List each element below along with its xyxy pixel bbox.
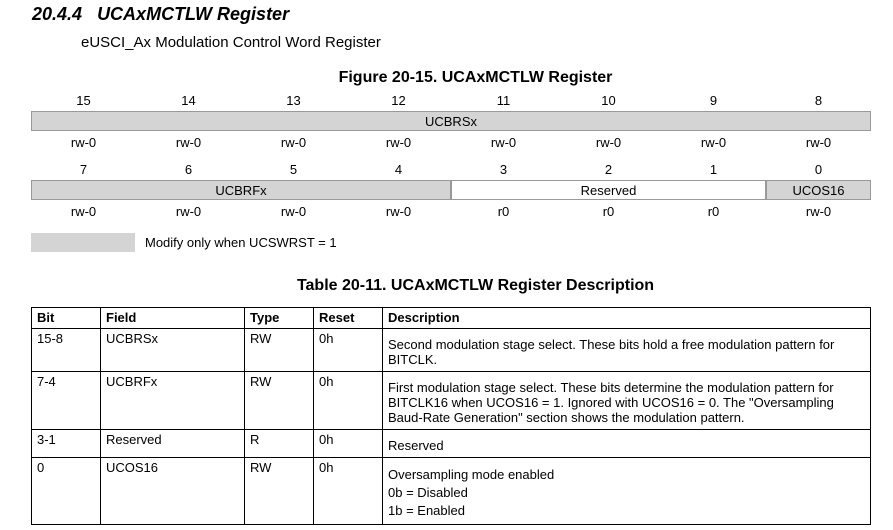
bit-number: 1 — [709, 162, 718, 177]
bit-number: 8 — [814, 93, 823, 108]
table-row — [32, 430, 871, 458]
cell-reset: 0h — [314, 458, 383, 525]
cell-type: RW — [245, 329, 314, 372]
register-subtitle: eUSCI_Ax Modulation Control Word Register — [81, 34, 381, 51]
register-field-ucos16: UCOS16 — [766, 180, 871, 200]
header-bit: Bit — [32, 308, 101, 329]
header-description: Description — [383, 308, 871, 329]
low-byte-bit-numbers — [31, 162, 871, 178]
description-line: Second modulation stage select. These bits hold a free modulation pattern for — [388, 337, 835, 352]
bit-access: rw-0 — [805, 135, 832, 150]
register-field-reserved: Reserved — [451, 180, 766, 200]
cell-description — [383, 430, 871, 458]
bit-number: 11 — [496, 93, 511, 108]
bit-number: 15 — [76, 93, 91, 108]
bit-access: r0 — [602, 204, 615, 219]
cell-field: Reserved — [101, 430, 245, 458]
bit-number: 2 — [604, 162, 613, 177]
bit-number: 0 — [814, 162, 823, 177]
cell-bit: 0 — [32, 458, 101, 525]
description-line: BITCLK16 when UCOS16 = 1. Ignored with UCOS16 = 0. The "Oversampling — [388, 395, 834, 410]
cell-reset: 0h — [314, 372, 383, 430]
section-name: UCAxMCTLW Register — [97, 4, 290, 24]
cell-description — [383, 329, 871, 372]
legend-swatch — [31, 233, 135, 252]
bit-access: rw-0 — [385, 135, 412, 150]
bit-access: r0 — [707, 204, 720, 219]
bit-number: 7 — [79, 162, 88, 177]
header-field: Field — [101, 308, 245, 329]
bit-number: 5 — [289, 162, 298, 177]
description-line: First modulation stage select. These bits determine the modulation pattern for — [388, 380, 834, 395]
cell-type: R — [245, 430, 314, 458]
low-byte-fields — [31, 180, 871, 200]
low-byte-access — [31, 204, 871, 220]
header-type: Type — [245, 308, 314, 329]
table-row — [32, 458, 871, 525]
section-number: 20.4.4 — [32, 4, 83, 24]
bit-access: rw-0 — [385, 204, 412, 219]
bit-number: 4 — [394, 162, 403, 177]
bit-number: 14 — [181, 93, 196, 108]
bit-number: 10 — [601, 93, 616, 108]
cell-field: UCBRSx — [101, 329, 245, 372]
table-row — [32, 329, 871, 372]
bit-access: rw-0 — [175, 135, 202, 150]
figure-caption: Figure 20-15. UCAxMCTLW Register — [338, 69, 613, 86]
register-field-ucbrfx: UCBRFx — [31, 180, 451, 200]
description-option: 0b = Disabled — [388, 485, 468, 500]
cell-description — [383, 372, 871, 430]
table-row — [32, 372, 871, 430]
register-description-table — [31, 307, 871, 525]
bit-access: rw-0 — [280, 204, 307, 219]
cell-description — [383, 458, 871, 525]
bit-access: rw-0 — [175, 204, 202, 219]
bit-access: rw-0 — [490, 135, 517, 150]
description-line: Reserved — [388, 438, 444, 453]
table-caption: Table 20-11. UCAxMCTLW Register Description — [296, 277, 655, 294]
cell-bit: 15-8 — [32, 329, 101, 372]
bit-number: 13 — [286, 93, 301, 108]
legend-text: Modify only when UCSWRST = 1 — [145, 234, 337, 250]
bit-access: rw-0 — [280, 135, 307, 150]
bit-access: r0 — [497, 204, 510, 219]
section-heading — [32, 4, 289, 25]
high-byte-bit-numbers — [31, 93, 871, 109]
description-option: 1b = Enabled — [388, 503, 465, 518]
bit-access: rw-0 — [700, 135, 727, 150]
high-byte-fields — [31, 111, 871, 131]
bit-number: 9 — [709, 93, 718, 108]
cell-field: UCBRFx — [101, 372, 245, 430]
bit-access: rw-0 — [595, 135, 622, 150]
cell-type: RW — [245, 458, 314, 525]
table-header-row — [32, 308, 871, 329]
bit-access: rw-0 — [70, 135, 97, 150]
description-line: BITCLK. — [388, 352, 438, 367]
cell-bit: 7-4 — [32, 372, 101, 430]
bit-access: rw-0 — [70, 204, 97, 219]
bit-number: 12 — [391, 93, 406, 108]
bit-access: rw-0 — [805, 204, 832, 219]
register-field-ucbrsx: UCBRSx — [31, 111, 871, 131]
cell-type: RW — [245, 372, 314, 430]
bit-number: 3 — [499, 162, 508, 177]
cell-reset: 0h — [314, 329, 383, 372]
description-line: Baud-Rate Generation" section shows the modulation pattern. — [388, 410, 745, 425]
legend — [31, 232, 337, 252]
description-line: Oversampling mode enabled — [388, 467, 555, 482]
cell-bit: 3-1 — [32, 430, 101, 458]
bit-number: 6 — [184, 162, 193, 177]
high-byte-access — [31, 135, 871, 151]
cell-field: UCOS16 — [101, 458, 245, 525]
header-reset: Reset — [314, 308, 383, 329]
cell-reset: 0h — [314, 430, 383, 458]
